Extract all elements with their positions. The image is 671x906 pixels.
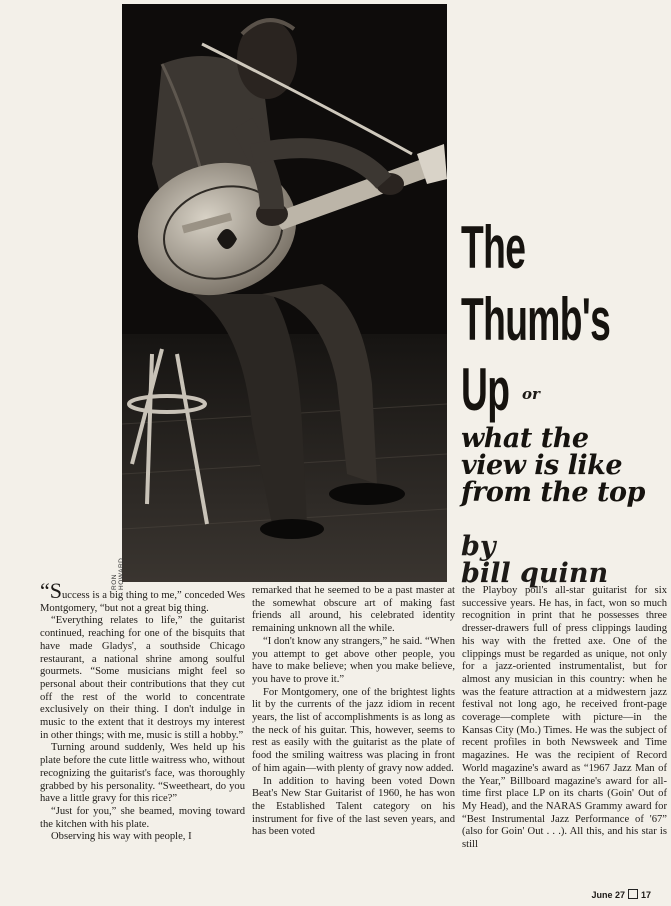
square-icon xyxy=(628,889,638,899)
page-footer xyxy=(591,889,651,900)
paragraph: remarked that he seemed to be a past master at the somewhat obscure art of making fast friends all around, his celebrated identity remaining unknown all the while. xyxy=(252,585,455,635)
paragraph: “Just for you,” she beamed, moving toward the kitchen with his plate. xyxy=(40,805,245,830)
column-3 xyxy=(462,585,667,852)
subhead-line-2: view is like xyxy=(461,450,623,481)
headline-line-1: The xyxy=(461,214,526,281)
headline-line-2: Thumb's xyxy=(461,286,611,353)
paragraph: For Montgomery, one of the brightest lights lit by the currents of the jazz idiom in recent years, the list of accomplishments is as long as the neck of his guitar. This, however, seems to rest as easily with the guitarist as the plate of food the smiling waitress was placing in front of him again—with plenty of gravy now added. xyxy=(252,686,455,774)
column-2 xyxy=(252,585,455,839)
article-subhead xyxy=(461,425,666,506)
photo-credit: RON HOWARD xyxy=(111,557,125,590)
byline-author: bill quinn xyxy=(461,558,609,589)
paragraph: In addition to having been voted Down Beat's New Star Guitarist of 1960, he has won the Established Talent category on his instrument for five of the last seven years, and has been voted xyxy=(252,775,455,838)
drop-cap: “S xyxy=(40,578,62,603)
subhead-line-3: from the top xyxy=(461,477,645,508)
photo-guitarist xyxy=(122,4,447,582)
paragraph xyxy=(40,578,245,615)
headline-line-3: Up xyxy=(461,356,510,423)
headline-or: or xyxy=(522,385,540,403)
guitarist-illustration xyxy=(122,4,447,582)
paragraph: “I don't know any strangers,” he said. “When you attempt to get above other people, you have to make believe; when you make believe, you have to prove it.” xyxy=(252,635,455,685)
paragraph: Observing his way with people, I xyxy=(51,831,192,843)
paragraph-text: uccess is a big thing to me,” conceded Wes Montgomery, “but not a great big thing. xyxy=(40,590,245,614)
column-1 xyxy=(40,578,245,844)
page-number: 17 xyxy=(640,890,651,900)
issue-date: June 27 xyxy=(591,890,625,900)
paragraph: the Playboy poll's all-star guitarist for six successive years. He has, in fact, won so much recognition in print that he possesses three dresser-drawers full of press clippings lauding his way with the fretted axe. One of the clippings must be regarded as unique, not only for a jazz-oriented instrumentalist, but for almost any musician in this country: when he was the feature attraction at a midwestern jazz festival not long ago, he received front-page coverage—complete with picture—in the Kansas City (Mo.) Times. He was the subject of recent profiles in both Newsweek and Time magazines. He was the recipient of Record World magazine's award as “1967 Jazz Man of the Year,” Billboard magazine's award for all-time first place LP on its charts (Goin' Out of My Head), and the NARAS Grammy award for “Best Instrumental Jazz Performance of '67” (also for Goin' Out . . .). All this, and his star is still xyxy=(462,585,667,851)
subhead-line-1: what the xyxy=(461,423,589,454)
paragraph: “Everything relates to life,” the guitarist continued, reaching for one of the bisquits that have made Gladys', a southside Chicago restaurant, a national shrine among soulful gourmets. “Some musicians might feel so personal about their contributions that they cut off the rest of the world to concentrate exclusively on their thing. I don't indulge in music to the extent that it destroys my interest in other things; with me, music is still a hobby.” xyxy=(40,615,245,741)
byline-by: by xyxy=(461,531,496,562)
paragraph: Turning around suddenly, Wes held up his plate before the cute little waitress who, without recognizing the guitarist's face, was thoroughly grabbed by his personality. “Sweetheart, do you have a little gravy for this rice?” xyxy=(40,742,245,805)
